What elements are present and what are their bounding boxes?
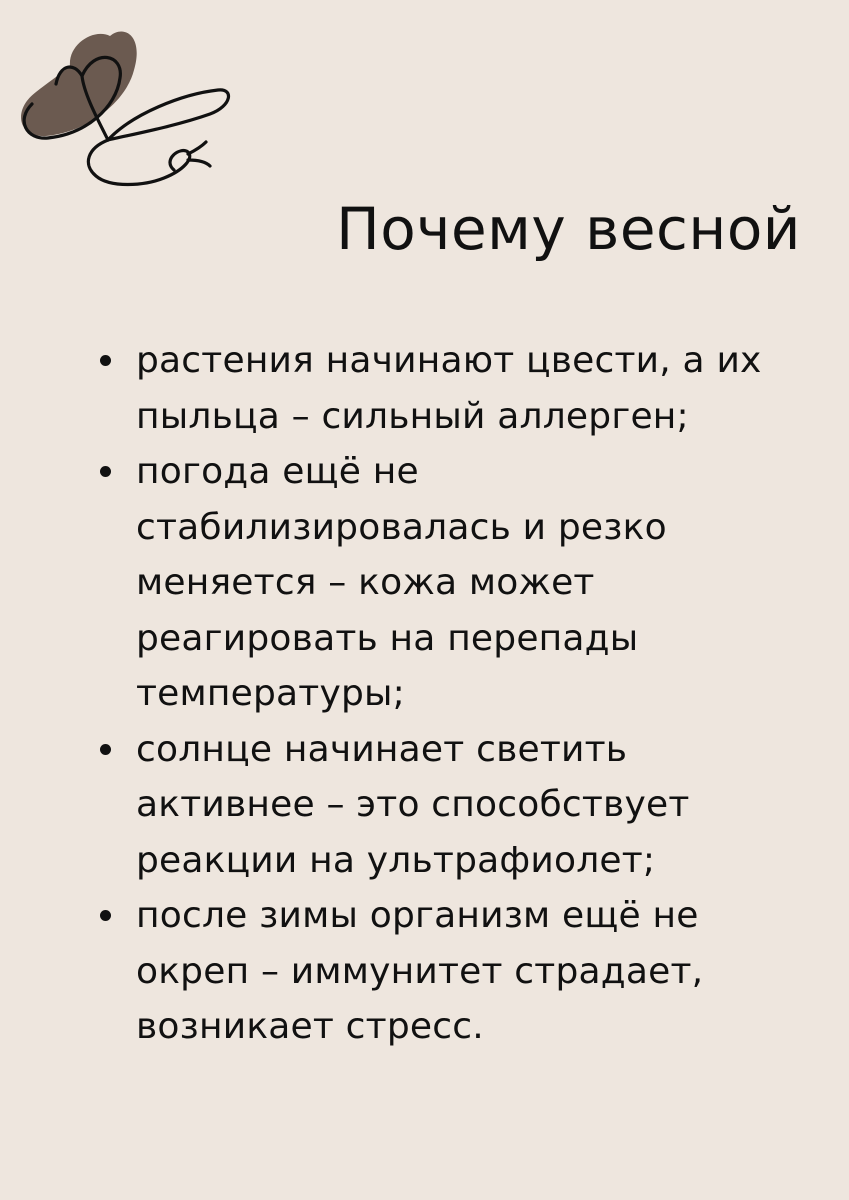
list-item [98,444,798,722]
page-title: Почему весной [336,195,801,263]
bullet-icon [100,355,111,366]
bullet-icon [100,910,111,921]
list-item [98,333,798,444]
reasons-list [98,333,798,1055]
list-item [98,888,798,1055]
list-item-text: после зимы организм ещё не окреп – иммунитет страдает, возникает стресс. [136,895,704,1047]
list-item-text: погода ещё не стабилизировалась и резко меняется – кожа может реагировать на перепады температуры; [136,451,667,714]
heart-butterfly-icon [12,14,234,192]
bullet-icon [100,466,111,477]
list-item-text: растения начинают цвести, а их пыльца – сильный аллерген; [136,340,762,437]
bullet-icon [100,744,111,755]
list-item [98,722,798,889]
list-item-text: солнце начинает светить активнее – это способствует реакции на ультрафиолет; [136,728,690,881]
